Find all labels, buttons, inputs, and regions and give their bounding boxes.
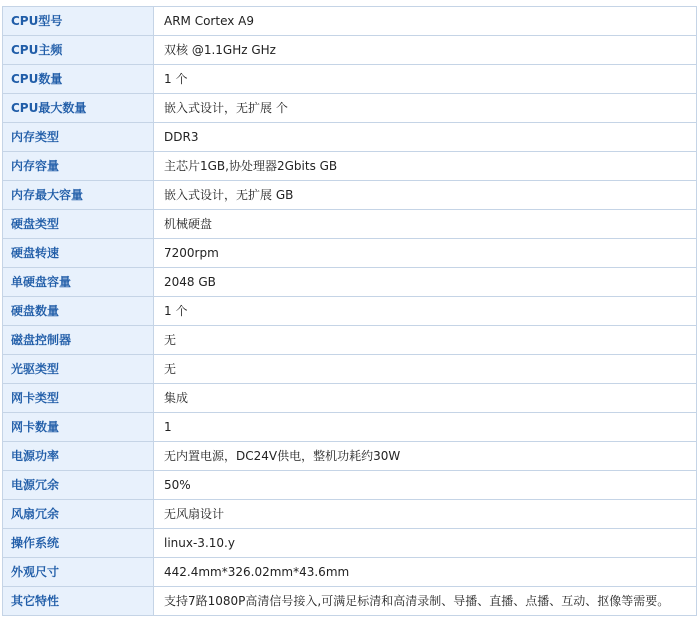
- spec-label: 外观尺寸: [3, 558, 154, 587]
- spec-value: 无: [154, 355, 697, 384]
- spec-label: CPU最大数量: [3, 94, 154, 123]
- spec-label: 电源功率: [3, 442, 154, 471]
- spec-value: 2048 GB: [154, 268, 697, 297]
- table-row: [3, 500, 697, 529]
- spec-value: 双核 @1.1GHz GHz: [154, 36, 697, 65]
- spec-label: 硬盘类型: [3, 210, 154, 239]
- spec-value: 1 个: [154, 297, 697, 326]
- spec-label: 光驱类型: [3, 355, 154, 384]
- table-row: [3, 239, 697, 268]
- spec-value: ARM Cortex A9: [154, 7, 697, 36]
- spec-label: CPU数量: [3, 65, 154, 94]
- table-row: [3, 384, 697, 413]
- spec-label: 磁盘控制器: [3, 326, 154, 355]
- spec-label: 内存最大容量: [3, 181, 154, 210]
- table-row: [3, 36, 697, 65]
- spec-label: 内存类型: [3, 123, 154, 152]
- spec-label: CPU主频: [3, 36, 154, 65]
- table-row: [3, 7, 697, 36]
- table-row: [3, 268, 697, 297]
- spec-value: 1: [154, 413, 697, 442]
- spec-value: 442.4mm*326.02mm*43.6mm: [154, 558, 697, 587]
- table-row: [3, 442, 697, 471]
- table-row: [3, 123, 697, 152]
- table-row: [3, 355, 697, 384]
- spec-value: 7200rpm: [154, 239, 697, 268]
- spec-value: 1 个: [154, 65, 697, 94]
- table-row: [3, 558, 697, 587]
- table-row: [3, 471, 697, 500]
- table-row: [3, 65, 697, 94]
- table-row: [3, 94, 697, 123]
- spec-value: 集成: [154, 384, 697, 413]
- table-row: [3, 326, 697, 355]
- spec-value: 无: [154, 326, 697, 355]
- spec-value: 机械硬盘: [154, 210, 697, 239]
- spec-label: 网卡数量: [3, 413, 154, 442]
- spec-value: 嵌入式设计，无扩展 GB: [154, 181, 697, 210]
- spec-label: 其它特性: [3, 587, 154, 616]
- spec-label: 网卡类型: [3, 384, 154, 413]
- spec-label: 单硬盘容量: [3, 268, 154, 297]
- spec-value: 主芯片1GB,协处理器2Gbits GB: [154, 152, 697, 181]
- spec-value: 支持7路1080P高清信号接入,可满足标清和高清录制、导播、直播、点播、互动、抠像等需要。: [154, 587, 697, 616]
- table-row: [3, 181, 697, 210]
- table-row: [3, 210, 697, 239]
- spec-table: [2, 6, 697, 616]
- table-row: [3, 152, 697, 181]
- spec-label: 内存容量: [3, 152, 154, 181]
- spec-value: 无内置电源，DC24V供电，整机功耗约30W: [154, 442, 697, 471]
- spec-label: 电源冗余: [3, 471, 154, 500]
- spec-label: 硬盘数量: [3, 297, 154, 326]
- spec-value: 嵌入式设计，无扩展 个: [154, 94, 697, 123]
- spec-value: DDR3: [154, 123, 697, 152]
- table-row: [3, 529, 697, 558]
- spec-label: 硬盘转速: [3, 239, 154, 268]
- table-row: [3, 587, 697, 616]
- spec-label: CPU型号: [3, 7, 154, 36]
- table-row: [3, 297, 697, 326]
- table-row: [3, 413, 697, 442]
- spec-value: 50%: [154, 471, 697, 500]
- spec-label: 操作系统: [3, 529, 154, 558]
- spec-value: linux-3.10.y: [154, 529, 697, 558]
- spec-label: 风扇冗余: [3, 500, 154, 529]
- spec-value: 无风扇设计: [154, 500, 697, 529]
